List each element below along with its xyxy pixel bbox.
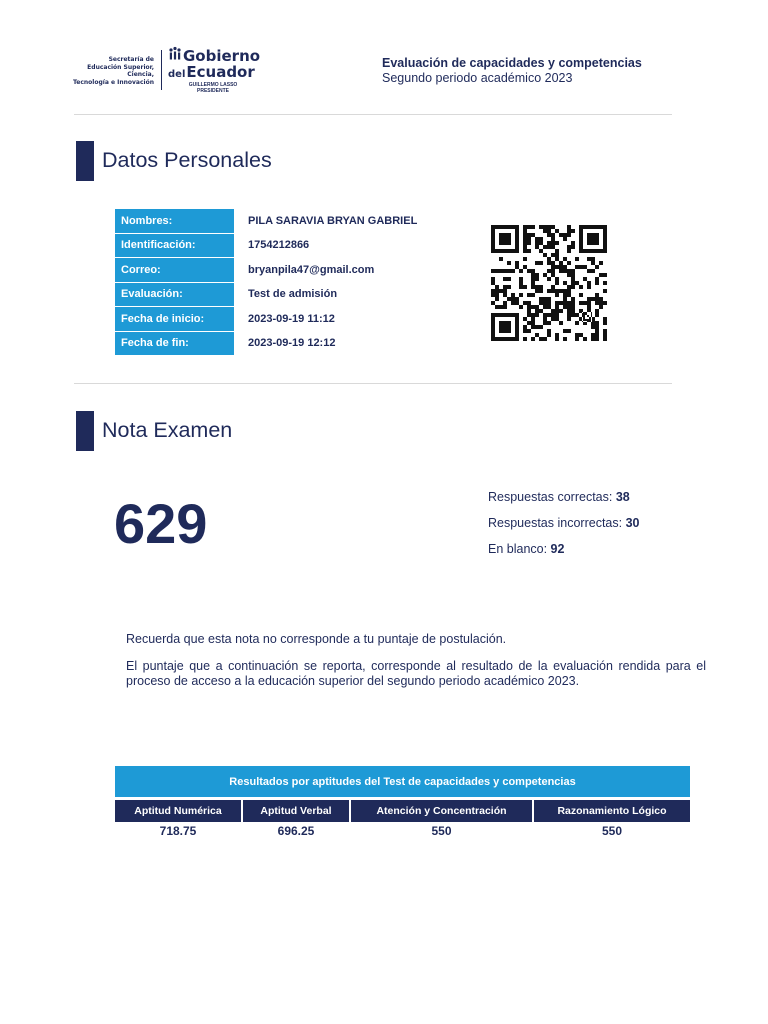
gobierno-wordmark [168,48,260,83]
note-reminder: Recuerda que esta nota no corresponde a tu puntaje de postulación. [126,632,507,646]
results-value-row [115,822,690,840]
table-row [115,258,417,282]
qr-modules [491,225,607,341]
table-row [115,332,417,356]
field-value: 2023-09-19 12:12 [248,337,336,350]
results-header-row [115,800,690,822]
field-value: PILA SARAVIA BRYAN GABRIEL [248,214,418,227]
field-value: 2023-09-19 11:12 [248,312,335,325]
column-header: Aptitud Verbal [243,800,349,822]
field-label: Nombres: [115,209,234,233]
field-label: Fecha de fin: [115,332,234,356]
table-row [115,209,417,233]
blank-answers [488,542,639,568]
personal-data-table [115,209,417,356]
correct-answers [488,490,639,516]
column-header: Aptitud Numérica [115,800,241,822]
incorrect-label: Respuestas incorrectas: [488,516,626,530]
column-header: Razonamiento Lógico [534,800,690,822]
divider-middle [74,383,672,384]
results-table-title: Resultados por aptitudes del Test de capacidades y competencias [115,766,690,797]
field-label: Correo: [115,258,234,282]
ecuador-word: Ecuador [186,63,255,81]
field-value: Test de admisión [248,288,338,301]
blank-label: En blanco: [488,542,551,556]
exam-score: 629 [114,492,208,555]
incorrect-value: 30 [625,516,640,530]
gobierno-word: Gobierno [183,47,261,65]
president-title: PRESIDENTE [197,88,229,94]
result-value: 718.75 [159,824,197,838]
secretaria-line-3: Tecnología e Innovación [72,78,154,86]
secretaria-line-2: Educación Superior, Ciencia, [87,63,154,78]
correct-value: 38 [615,490,630,504]
personal-section-title: Datos Personales [102,148,272,172]
document-title: Evaluación de capacidades y competencias [382,56,642,70]
government-logo [60,44,260,96]
score-note [126,632,706,701]
logo-divider [161,50,162,90]
secretaria-label [60,56,154,86]
table-row [115,283,417,307]
field-value: 1754212866 [248,239,310,252]
column-header: Atención y Concentración [351,800,532,822]
result-value: 550 [601,824,623,838]
exam-section-title: Nota Examen [102,418,233,442]
field-label: Fecha de inicio: [115,307,234,331]
header-text [382,56,642,85]
table-row [115,307,417,331]
correct-label: Respuestas correctas: [488,490,616,504]
section-marker [76,141,94,181]
qr-code-icon [488,224,612,342]
answer-stats [488,490,639,568]
section-marker [76,411,94,451]
president-label [179,82,247,94]
result-value: 550 [431,824,452,838]
del-word: del [168,69,186,80]
secretaria-line-1: Secretaría de [108,56,154,63]
result-value: 696.25 [277,824,315,838]
field-value: bryanpila47@gmail.com [248,263,375,276]
incorrect-answers [488,516,639,542]
document-subtitle: Segundo periodo académico 2023 [382,71,573,85]
field-label: Evaluación: [115,283,234,307]
divider-top [74,114,672,115]
field-label: Identificación: [115,234,234,258]
blank-value: 92 [550,542,565,556]
note-explanation: El puntaje que a continuación se reporta, corresponde al resultado de la evaluación rendida para el proceso de acceso a la educación superior del segundo periodo académico 2023. [126,659,706,688]
president-name: GUILLERMO LASSO [188,82,238,88]
table-row [115,234,417,258]
